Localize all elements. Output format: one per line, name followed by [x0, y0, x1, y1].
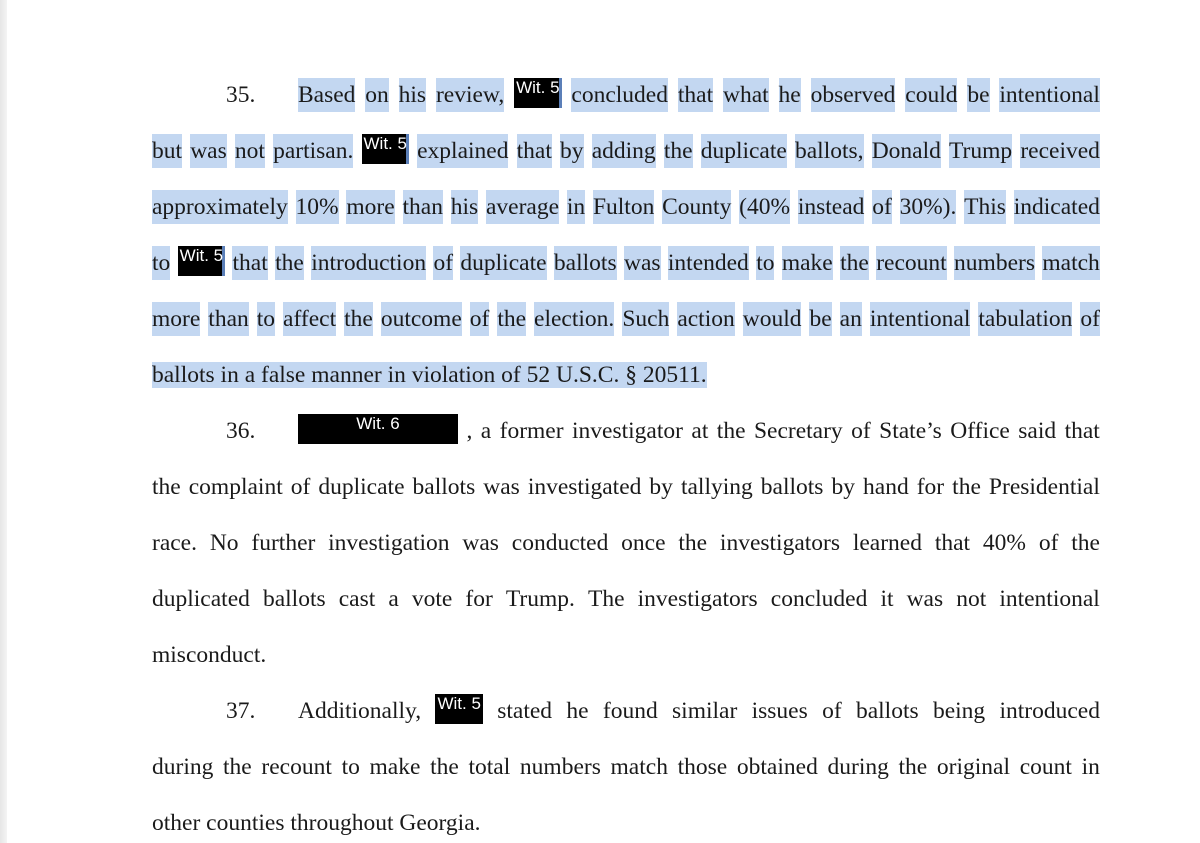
word: for	[916, 474, 945, 500]
word: ballots in a false manner in violation of 52 U.S.C. § 20511.	[152, 362, 707, 388]
word: investigators	[637, 586, 758, 612]
word: obtained	[736, 754, 818, 780]
word: 10%	[296, 190, 339, 224]
word: he	[779, 78, 801, 112]
word: his	[451, 190, 478, 224]
word: the	[678, 530, 708, 556]
word: duplicate	[460, 246, 546, 280]
word: of	[1038, 530, 1059, 556]
paragraph-number: 37.	[226, 698, 256, 724]
word: concluded	[770, 586, 868, 612]
word: once	[621, 530, 666, 556]
word: than	[403, 190, 443, 224]
word: the	[430, 754, 459, 780]
word: could	[905, 78, 957, 112]
word: investigator	[572, 418, 683, 444]
word: more	[346, 190, 394, 224]
p36-line-4	[152, 582, 1100, 616]
word: count	[1019, 754, 1072, 780]
word: for	[465, 586, 493, 612]
word: by	[831, 474, 855, 500]
word: average	[486, 190, 559, 224]
word: on	[365, 78, 389, 112]
word: Such	[622, 302, 669, 336]
word: make	[782, 246, 833, 280]
p35-line-4	[152, 246, 1100, 280]
word: the	[664, 134, 693, 168]
word: by	[649, 474, 673, 500]
word: issues	[751, 698, 808, 724]
word: further	[251, 530, 316, 556]
word: at	[691, 418, 709, 444]
word: former	[499, 418, 564, 444]
word: ballots	[412, 474, 476, 500]
word: recount	[876, 246, 946, 280]
word: duplicate	[318, 474, 405, 500]
word: what	[723, 78, 769, 112]
p37-line-1	[298, 694, 1100, 728]
word: intended	[668, 246, 749, 280]
word: ballots	[262, 586, 326, 612]
word: misconduct.	[152, 642, 267, 668]
word: to	[341, 754, 360, 780]
word: The	[587, 586, 625, 612]
word: during	[827, 754, 889, 780]
word: This	[964, 190, 1006, 224]
word: ballots,	[795, 134, 864, 168]
word: during	[152, 754, 214, 780]
word: original	[936, 754, 1011, 780]
word: received	[1020, 134, 1100, 168]
word: hand	[863, 474, 909, 500]
word: an	[840, 302, 862, 336]
word: he	[566, 698, 589, 724]
word: the	[223, 754, 252, 780]
p37-line-3	[152, 806, 1100, 840]
paragraph-number: 36.	[226, 418, 256, 444]
word: stated	[497, 698, 553, 724]
word: State’s	[879, 418, 942, 444]
word: intentional	[870, 302, 971, 336]
redaction-wit-5: Wit. 5	[362, 134, 409, 164]
word: more	[152, 302, 200, 336]
word: ballots	[554, 246, 617, 280]
word: recount	[261, 754, 332, 780]
word: of	[470, 302, 490, 336]
word: race.	[152, 530, 197, 556]
word: other counties throughout Georgia.	[152, 810, 481, 836]
word: indicated	[1014, 190, 1100, 224]
word: a	[388, 586, 399, 612]
word: but	[152, 134, 182, 168]
word: Additionally,	[298, 698, 422, 724]
word: introduction	[311, 246, 426, 280]
word: was	[906, 586, 944, 612]
word: ,	[466, 418, 473, 444]
word: would	[743, 302, 802, 336]
word: numbers	[954, 246, 1035, 280]
word: the	[275, 246, 304, 280]
word: not	[235, 134, 265, 168]
word: duplicated	[152, 586, 250, 612]
word: Secretary	[753, 418, 843, 444]
page-edge	[0, 0, 7, 843]
word: instead	[798, 190, 865, 224]
word: to	[152, 246, 170, 280]
word: ballots	[855, 698, 919, 724]
word: Office	[950, 418, 1010, 444]
word: make	[369, 754, 421, 780]
word: said	[1018, 418, 1057, 444]
redaction-wit-5: Wit. 5	[435, 694, 482, 724]
word: Based	[298, 78, 355, 112]
p36-line-1	[298, 414, 1100, 448]
word: (40%	[739, 190, 790, 224]
word: a	[480, 418, 492, 444]
word: be	[809, 302, 831, 336]
word: those	[677, 754, 728, 780]
p35-line-1	[298, 78, 1100, 112]
word: intentional	[999, 586, 1100, 612]
word: by	[560, 134, 584, 168]
word: it	[880, 586, 894, 612]
word: vote	[411, 586, 453, 612]
word: intentional	[999, 78, 1100, 112]
word: adding	[592, 134, 656, 168]
word: the	[1071, 530, 1100, 556]
word: that	[934, 530, 971, 556]
word: of	[822, 698, 842, 724]
word: 40%	[982, 530, 1026, 556]
p36-line-2	[152, 470, 1100, 504]
word: investigation	[328, 530, 450, 556]
word: in	[1081, 754, 1100, 780]
word: Donald	[872, 134, 941, 168]
word: of	[290, 474, 311, 500]
word: his	[399, 78, 426, 112]
redaction-wit-5: Wit. 5	[514, 78, 561, 108]
word: to	[257, 302, 275, 336]
word: 30%).	[900, 190, 957, 224]
word: was	[190, 134, 227, 168]
p37-line-2	[152, 750, 1100, 784]
p35-line-6	[152, 358, 1100, 392]
redaction-wit-6: Wit. 6	[298, 414, 458, 444]
word: that	[517, 134, 552, 168]
word: the	[716, 418, 746, 444]
word: be	[967, 78, 989, 112]
word: than	[208, 302, 248, 336]
word: the	[952, 474, 981, 500]
word: to	[756, 246, 774, 280]
word: the	[840, 246, 869, 280]
word: was	[624, 246, 661, 280]
word: tallying	[680, 474, 753, 500]
p35-line-2	[152, 134, 1100, 168]
word: County	[662, 190, 731, 224]
word: No	[209, 530, 239, 556]
word: the	[898, 754, 928, 780]
word: complaint	[188, 474, 283, 500]
word: being	[932, 698, 986, 724]
word: was	[483, 474, 520, 500]
word: similar	[672, 698, 738, 724]
word: that	[1064, 418, 1100, 444]
word: Trump	[949, 134, 1012, 168]
word: conducted	[511, 530, 609, 556]
p35-line-3	[152, 190, 1100, 224]
word: in	[567, 190, 585, 224]
p35-line-5	[152, 302, 1100, 336]
word: the	[152, 474, 181, 500]
word: of	[851, 418, 871, 444]
word: investigated	[527, 474, 642, 500]
word: action	[677, 302, 734, 336]
word: review,	[436, 78, 504, 112]
word: Fulton	[593, 190, 654, 224]
word: match	[1042, 246, 1099, 280]
word: introduced	[999, 698, 1100, 724]
word: found	[602, 698, 658, 724]
word: that	[678, 78, 713, 112]
word: Trump.	[505, 586, 575, 612]
word: the	[497, 302, 526, 336]
redaction-wit-5: Wit. 5	[178, 246, 225, 276]
word: concluded	[571, 78, 668, 112]
word: the	[344, 302, 373, 336]
word: match	[610, 754, 668, 780]
word: partisan.	[273, 134, 353, 168]
word: of	[1080, 302, 1100, 336]
word: explained	[417, 134, 508, 168]
word: not	[956, 586, 987, 612]
word: of	[872, 190, 892, 224]
word: of	[433, 246, 453, 280]
word: numbers	[519, 754, 601, 780]
word: duplicate	[701, 134, 787, 168]
word: observed	[811, 78, 896, 112]
word: cast	[338, 586, 376, 612]
word: learned	[852, 530, 922, 556]
word: that	[232, 246, 267, 280]
paragraph-number: 35.	[226, 82, 256, 108]
word: affect	[283, 302, 336, 336]
p36-line-3	[152, 526, 1100, 560]
word: Presidential	[988, 474, 1100, 500]
word: outcome	[381, 302, 462, 336]
word: tabulation	[978, 302, 1072, 336]
p36-line-5	[152, 638, 1100, 672]
word: ballots	[760, 474, 824, 500]
word: election.	[534, 302, 614, 336]
word: was	[462, 530, 499, 556]
word: total	[468, 754, 511, 780]
word: investigators	[719, 530, 841, 556]
word: approximately	[152, 190, 288, 224]
